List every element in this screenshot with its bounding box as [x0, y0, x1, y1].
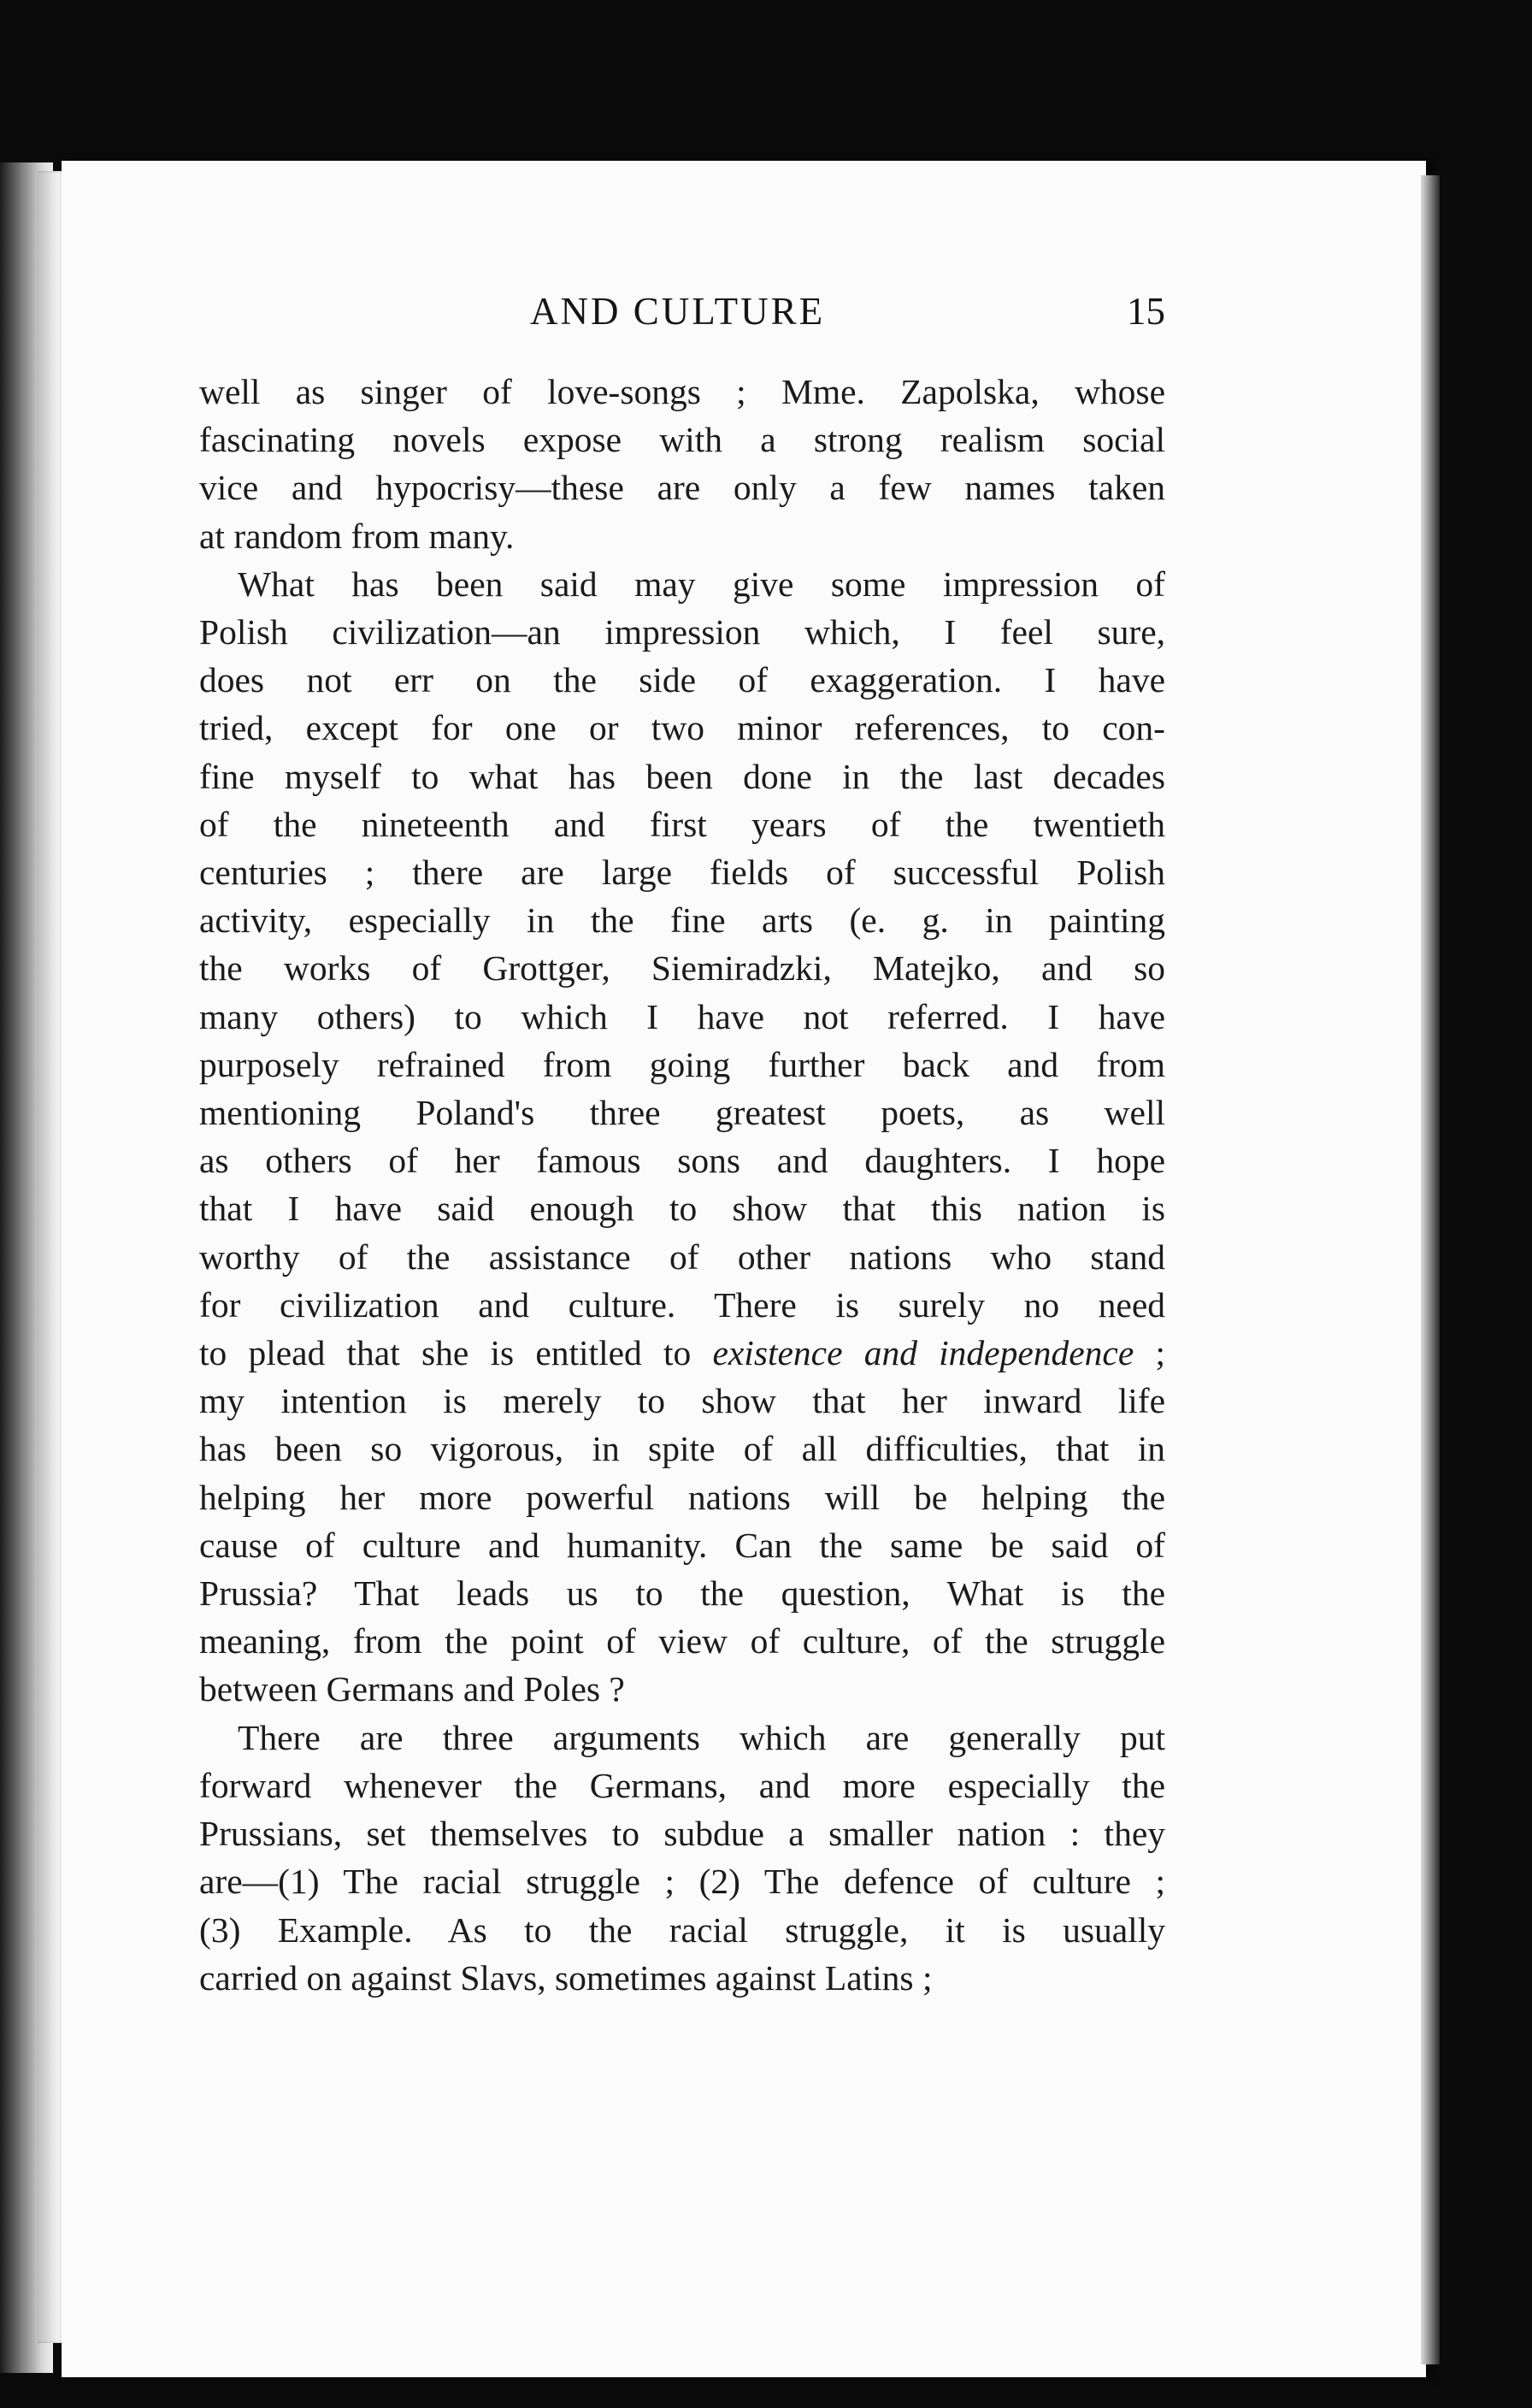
running-title: AND CULTURE: [530, 290, 826, 333]
text-line: Prussia? That leads us to the question, What is the: [199, 1573, 1165, 1614]
text-line: fine myself to what has been done in the last decades: [199, 756, 1165, 796]
text-line: What has been said may give some impression of: [238, 564, 1165, 604]
paragraph: [199, 560, 1165, 1714]
running-head: [0, 289, 1532, 349]
text-line: worthy of the assistance of other nations who stand: [199, 1236, 1165, 1277]
text-line: cause of culture and humanity. Can the same be said of: [199, 1525, 1165, 1565]
text-line: fascinating novels expose with a strong realism social: [199, 420, 1165, 460]
text-line: my intention is merely to show that her inward life: [199, 1381, 1165, 1421]
text-line: meaning, from the point of view of culture, of the struggle: [199, 1621, 1165, 1661]
page-fore-edge: [1421, 175, 1440, 2364]
text-line: carried on against Slavs, sometimes against Latins ;: [199, 1957, 933, 1998]
text-line: There are three arguments which are generally put: [238, 1717, 1165, 1757]
text-line: centuries ; there are large fields of successful Polish: [199, 853, 1165, 893]
text-line: tried, except for one or two minor references, to con-: [199, 708, 1165, 748]
page-number: 15: [1127, 290, 1165, 333]
text-line: activity, especially in the fine arts (e. g. in painting: [199, 900, 1165, 941]
text-line: that I have said enough to show that this nation is: [199, 1189, 1165, 1229]
text-line: has been so vigorous, in spite of all difficulties, that in: [199, 1429, 1165, 1469]
text-line: for civilization and culture. There is surely no need: [199, 1284, 1165, 1325]
text-line: Polish civilization—an impression which, I feel sure,: [199, 612, 1165, 652]
text-line: helping her more powerful nations will be helping the: [199, 1477, 1165, 1517]
text-line: forward whenever the Germans, and more especially the: [199, 1765, 1165, 1805]
text-line: to plead that she is entitled to existence and independence ;: [199, 1333, 1166, 1373]
text-line: vice and hypocrisy—these are only a few names taken: [199, 468, 1165, 508]
body-text: [199, 368, 1165, 2002]
text-line: well as singer of love-songs ; Mme. Zapolska, whose: [199, 372, 1165, 411]
text-line: of the nineteenth and first years of the twentieth: [199, 804, 1165, 844]
text-line: the works of Grottger, Siemiradzki, Matejko, and so: [199, 948, 1165, 989]
paragraph: [199, 368, 1165, 560]
text-line: many others) to which I have not referred. I have: [199, 996, 1165, 1036]
text-line: (3) Example. As to the racial struggle, it is usually: [199, 1909, 1165, 1950]
text-line: Prussians, set themselves to subdue a smaller nation : they: [199, 1814, 1165, 1854]
text-line: does not err on the side of exaggeration. I have: [199, 660, 1165, 700]
paragraph: [199, 1714, 1165, 2002]
text-line: are—(1) The racial struggle ; (2) The defence of culture ;: [199, 1862, 1165, 1902]
text-line: mentioning Poland's three greatest poets, as well: [199, 1093, 1165, 1133]
text-line: between Germans and Poles ?: [199, 1669, 625, 1709]
text-line: as others of her famous sons and daughters. I hope: [199, 1141, 1165, 1181]
text-line: at random from many.: [199, 516, 515, 556]
text-line: purposely refrained from going further back and from: [199, 1044, 1165, 1084]
